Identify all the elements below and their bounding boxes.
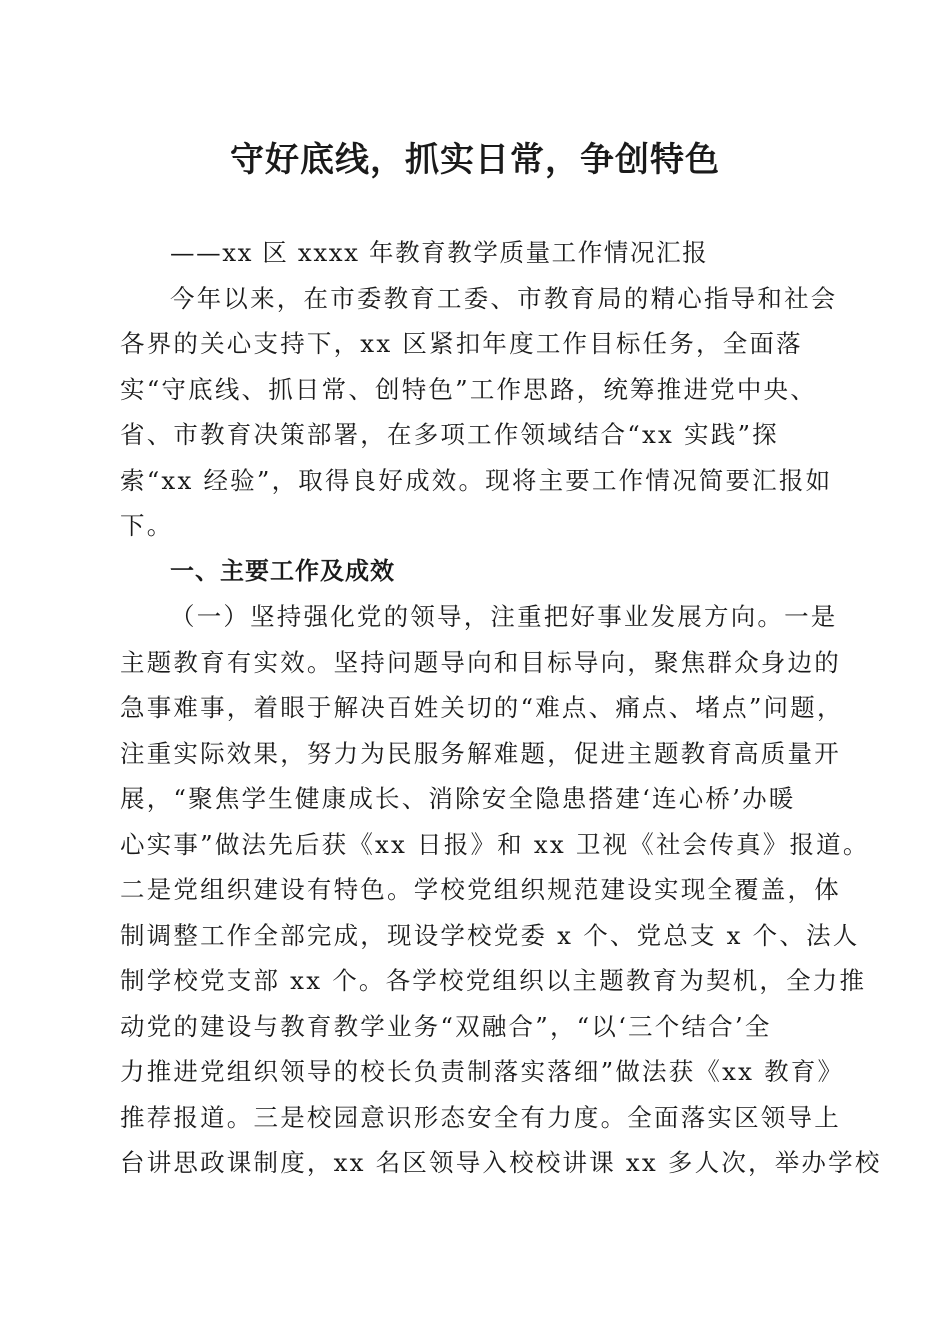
paragraph-line: 心实事”做法先后获《xx 日报》和 xx 卫视《社会传真》报道。	[120, 829, 870, 859]
intro-line: 省、市教育决策部署，在多项工作领域结合“xx 实践”探	[120, 420, 779, 449]
intro-line: 下。	[120, 511, 174, 540]
paragraph-line: 推荐报道。三是校园意识形态安全有力度。全面落实区领导上	[120, 1102, 841, 1132]
document-title: 守好底线，抓实日常，争创特色	[230, 140, 720, 180]
paragraph-line: 力推进党组织领导的校长负责制落实落细”做法获《xx 教育》	[120, 1057, 845, 1086]
paragraph-line: 注重实际效果，努力为民服务解难题，促进主题教育高质量开	[120, 738, 841, 768]
paragraph-line: 展，“聚焦学生健康成长、消除安全隐患搭建‘连心桥’办暖	[120, 784, 796, 813]
intro-line: 各界的关心支持下，xx 区紧扣年度工作目标任务，全面落	[120, 329, 803, 358]
paragraph-line: （一）坚持强化党的领导，注重把好事业发展方向。一是	[170, 602, 838, 631]
section-heading: 一、主要工作及成效	[170, 556, 395, 585]
intro-line: 今年以来，在市委教育工委、市教育局的精心指导和社会	[170, 283, 838, 313]
paragraph-line: 急事难事，着眼于解决百姓关切的“难点、痛点、堵点”问题，	[120, 693, 844, 722]
paragraph-line: 台讲思政课制度，xx 名区领导入校校讲课 xx 多人次，举办学校	[120, 1148, 882, 1177]
document-subtitle: ——xx 区 xxxx 年教育教学质量工作情况汇报	[170, 238, 709, 267]
paragraph-line: 主题教育有实效。坚持问题导向和目标导向，聚焦群众身边的	[120, 647, 841, 677]
document-body	[120, 230, 882, 1186]
intro-line: 索“xx 经验”，取得良好成效。现将主要工作情况简要汇报如	[120, 465, 833, 495]
intro-line: 实“守底线、抓日常、创特色”工作思路，统筹推进党中央、	[120, 374, 817, 404]
paragraph-line: 动党的建设与教育教学业务“双融合”，“以‘三个结合’全	[120, 1011, 772, 1041]
paragraph-line: 二是党组织建设有特色。学校党组织规范建设实现全覆盖，体	[120, 875, 841, 904]
paragraph-line: 制学校党支部 xx 个。各学校党组织以主题教育为契机，全力推	[120, 966, 867, 995]
paragraph-line: 制调整工作全部完成，现设学校党委 x 个、党总支 x 个、法人	[120, 920, 860, 950]
